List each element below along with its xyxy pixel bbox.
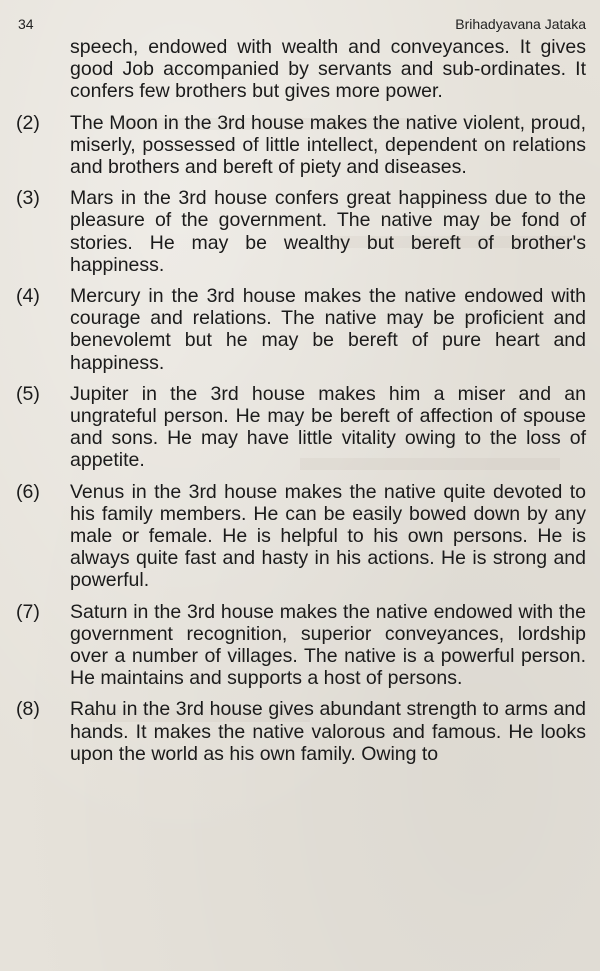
item-text: Saturn in the 3rd house makes the native endowed with the government recognition, superior conveyances, lordship over a number of villages. The native is a powerful person. He maintains and supports a host of persons.	[70, 600, 586, 690]
item-text: Venus in the 3rd house makes the native quite devoted to his family members. He can be easily bowed down by any male or female. He is helpful to his own persons. He is always quite fast and hasty in his actions. He is strong and powerful.	[70, 480, 586, 592]
list-item	[14, 481, 586, 592]
item-text: Jupiter in the 3rd house makes him a miser and an ungrateful person. He may be bereft of affection of spouse and sons. He may have little vitality owing to the loss of appetite.	[70, 382, 586, 472]
list-item	[14, 698, 586, 765]
page-body	[14, 36, 586, 774]
list-item	[14, 601, 586, 690]
item-text: Mars in the 3rd house confers great happiness due to the pleasure of the government. The native may be fond of stories. He may be wealthy but bereft of brother's happiness.	[70, 187, 586, 276]
list-item	[14, 383, 586, 472]
page-header	[14, 14, 586, 34]
item-text: The Moon in the 3rd house makes the native violent, proud, miserly, possessed of little intellect, dependent on relations and brothers and bereft of piety and diseases.	[70, 111, 586, 179]
page-number: 34	[18, 16, 34, 32]
list-item	[14, 112, 586, 179]
item-number: (2)	[16, 111, 40, 134]
continued-paragraph: speech, endowed with wealth and conveyances. It gives good Job accompanied by servants and sub-ordinates. It confers few brothers but gives more power.	[70, 36, 586, 103]
item-number: (4)	[16, 285, 40, 308]
item-text: Mercury in the 3rd house makes the native endowed with courage and relations. The native may be proficient and benevolemt but he may be bereft of pure heart and happiness.	[70, 285, 586, 374]
item-text: Rahu in the 3rd house gives abundant strength to arms and hands. It makes the native valorous and famous. He looks upon the world as his own family. Owing to	[70, 698, 586, 765]
item-number: (8)	[16, 698, 40, 721]
list-item	[14, 187, 586, 276]
running-title: Brihadyavana Jataka	[455, 16, 586, 32]
item-number: (5)	[16, 382, 40, 405]
item-number: (6)	[16, 480, 40, 503]
list-item	[14, 285, 586, 374]
item-number: (3)	[16, 187, 40, 210]
item-number: (7)	[16, 600, 40, 623]
